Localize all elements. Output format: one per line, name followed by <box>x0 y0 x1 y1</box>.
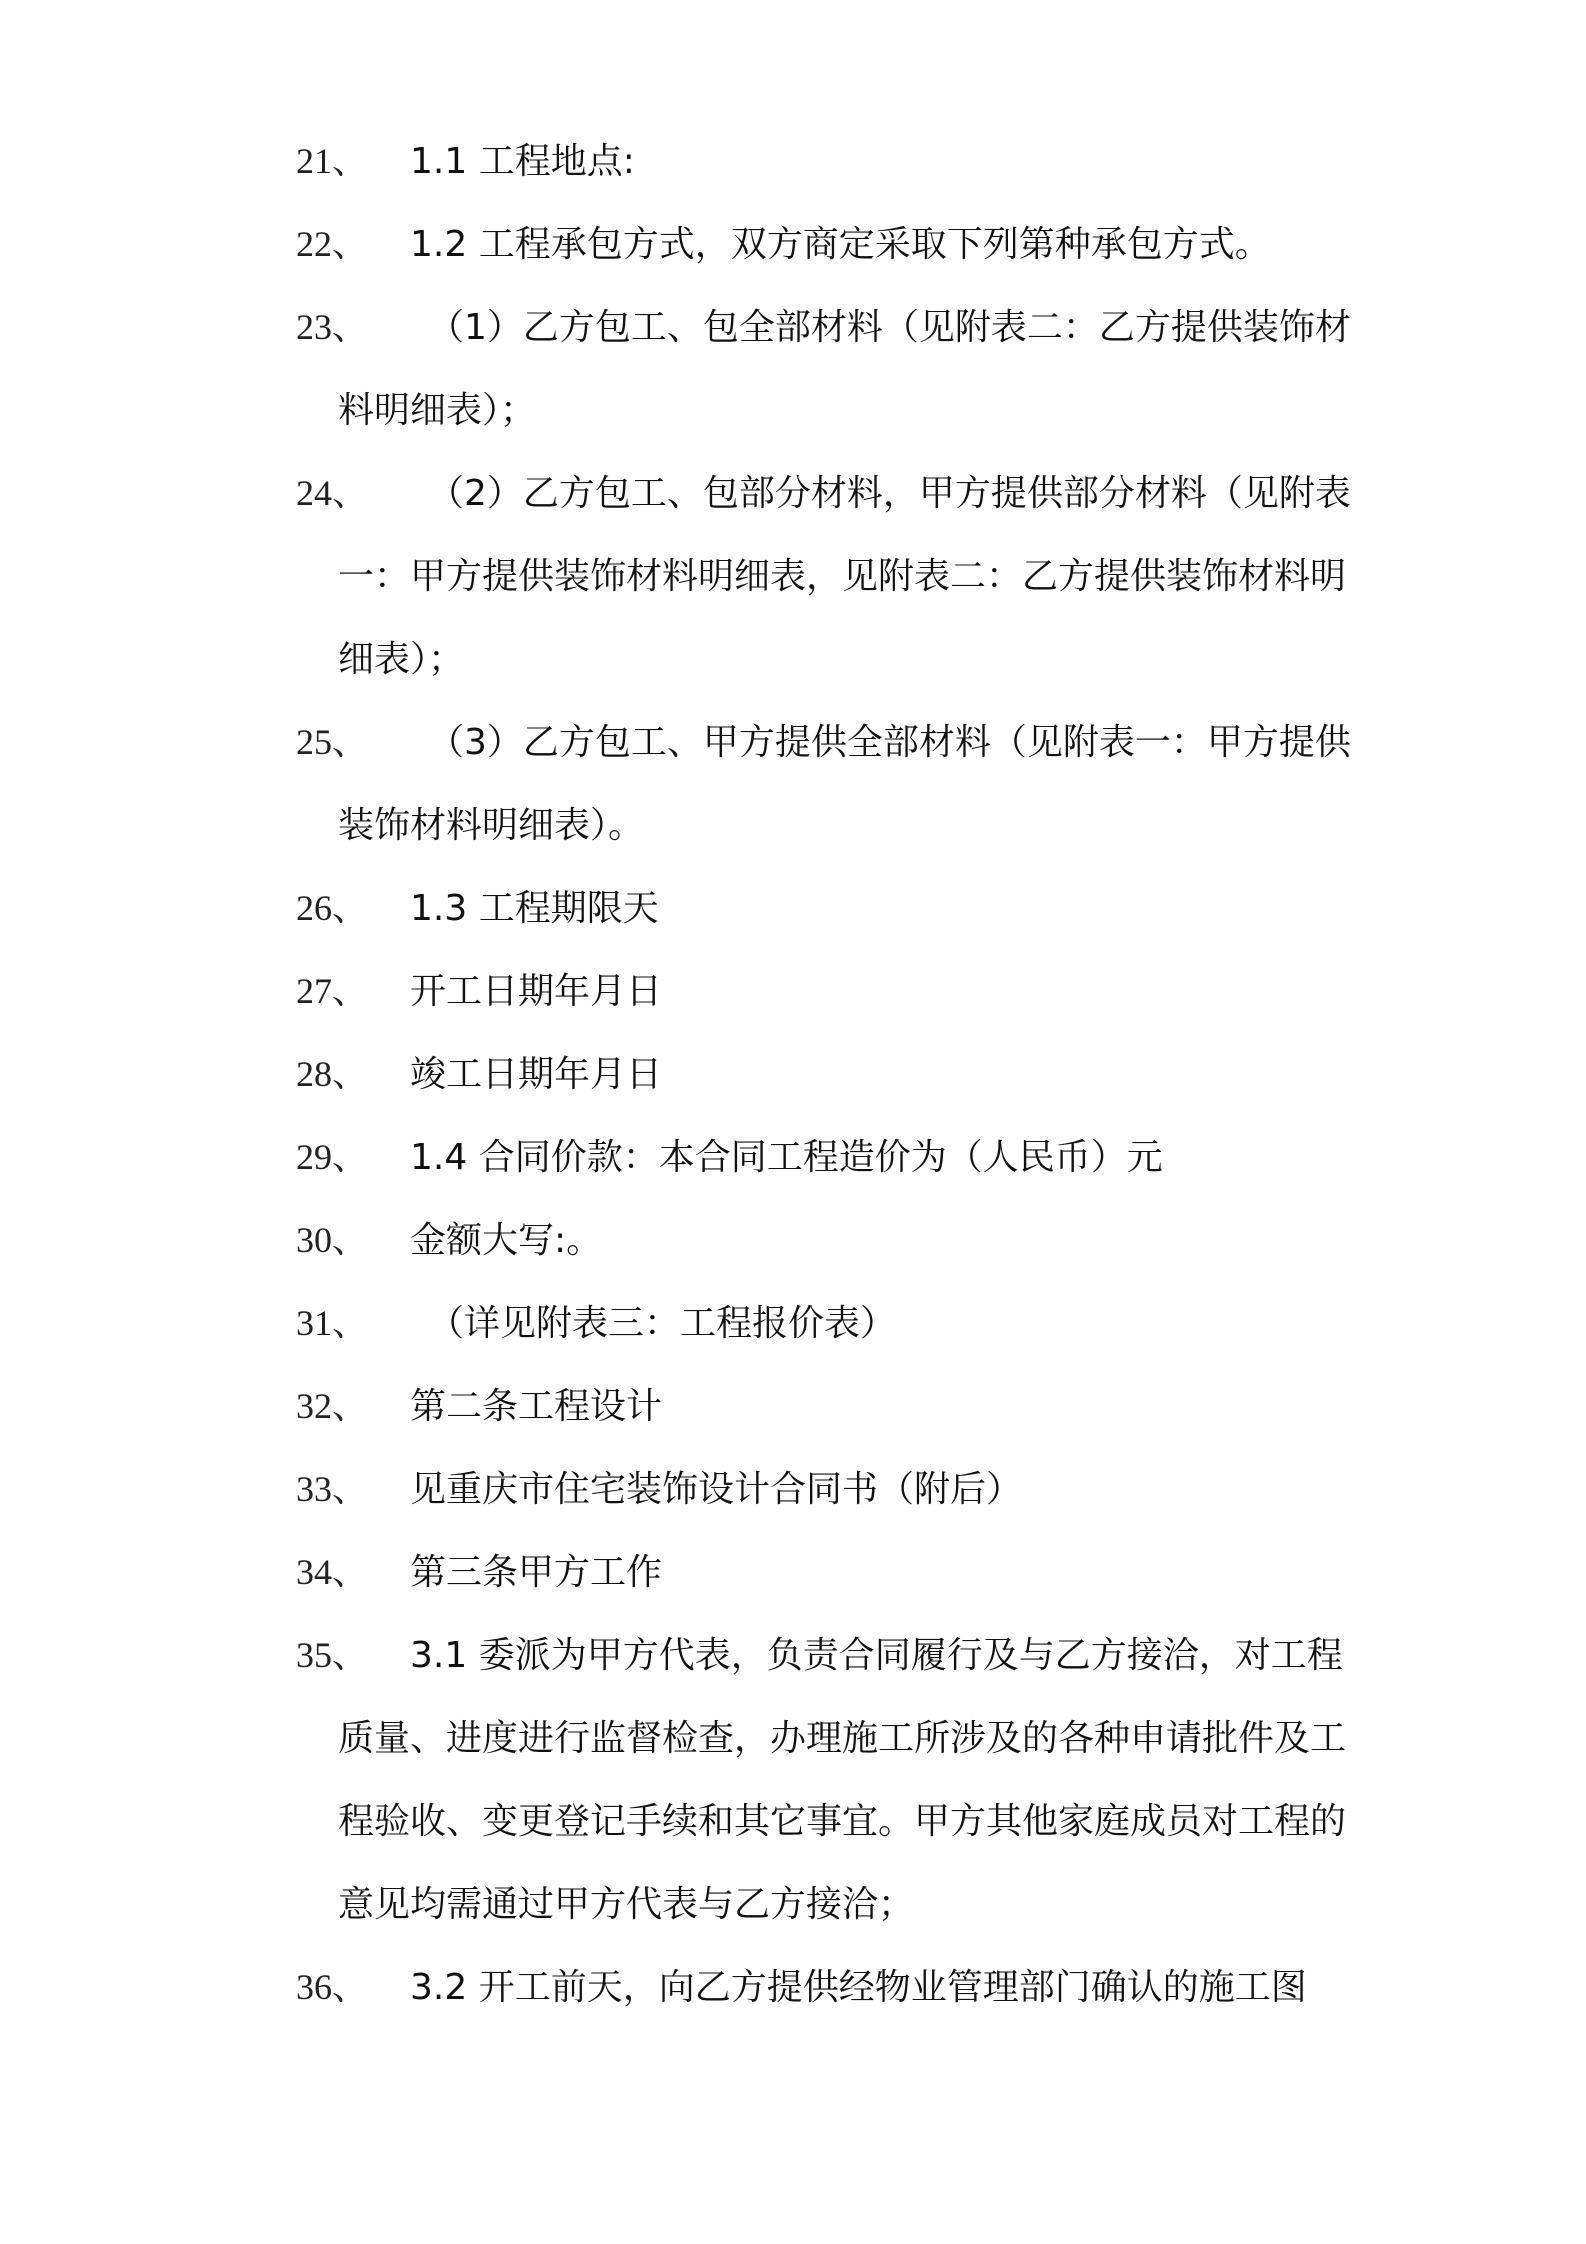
list-item <box>296 950 1356 1033</box>
list-item <box>296 1282 1356 1365</box>
list-item <box>296 1033 1356 1116</box>
item-number: 26、 <box>296 888 369 928</box>
list-item <box>296 1946 1356 2029</box>
list-item <box>296 1199 1356 1282</box>
item-text: （2）乙方包工、包部分材料，甲方提供部分材料（见附表一：甲方提供装饰材料明细表，见附表二：乙方提供装饰材料明细表）； <box>338 473 1351 680</box>
item-text: 3.2 开工前天，向乙方提供经物业管理部门确认的施工图 <box>410 1967 1307 2008</box>
item-text: 1.3 工程期限天 <box>410 888 659 929</box>
item-text: 见重庆市住宅装饰设计合同书（附后） <box>410 1469 1023 1510</box>
list-item <box>296 1531 1356 1614</box>
item-text: 第三条甲方工作 <box>410 1552 663 1593</box>
numbered-list <box>296 120 1356 2029</box>
list-item <box>296 867 1356 950</box>
item-text: 3.1 委派为甲方代表，负责合同履行及与乙方接洽，对工程质量、进度进行监督检查，办理施工所涉及的各种申请批件及工程验收、变更登记手续和其它事宜。甲方其他家庭成员对工程的意见均需通过甲方代表与乙方接洽； <box>338 1635 1347 1925</box>
item-number: 29、 <box>296 1137 369 1177</box>
item-number: 33、 <box>296 1469 369 1509</box>
item-text: （3）乙方包工、甲方提供全部材料（见附表一：甲方提供装饰材料明细表）。 <box>338 722 1351 846</box>
item-number: 21、 <box>296 141 369 181</box>
item-number: 32、 <box>296 1386 369 1426</box>
list-item <box>296 1614 1356 1946</box>
list-item <box>296 701 1356 867</box>
item-text: 金额大写:。 <box>410 1220 603 1261</box>
list-item <box>296 452 1356 701</box>
list-item <box>296 286 1356 452</box>
item-number: 22、 <box>296 224 369 264</box>
list-item <box>296 203 1356 286</box>
item-text: 开工日期年月日 <box>410 971 663 1012</box>
list-item <box>296 1365 1356 1448</box>
list-item <box>296 1448 1356 1531</box>
item-number: 31、 <box>296 1303 369 1343</box>
list-item <box>296 1116 1356 1199</box>
list-item <box>296 120 1356 203</box>
item-number: 34、 <box>296 1552 369 1592</box>
item-text: 第二条工程设计 <box>410 1386 663 1427</box>
item-number: 27、 <box>296 971 369 1011</box>
item-text: 1.4 合同价款：本合同工程造价为（人民币）元 <box>410 1137 1163 1178</box>
item-text: 1.2 工程承包方式，双方商定采取下列第种承包方式。 <box>410 224 1271 265</box>
item-number: 23、 <box>296 307 369 347</box>
item-number: 36、 <box>296 1967 369 2007</box>
item-number: 28、 <box>296 1054 369 1094</box>
item-text: （1）乙方包工、包全部材料（见附表二：乙方提供装饰材料明细表）； <box>338 307 1351 431</box>
item-number: 24、 <box>296 473 369 513</box>
item-text: 1.1 工程地点: <box>410 141 635 182</box>
item-number: 25、 <box>296 722 369 762</box>
item-text: （详见附表三：工程报价表） <box>428 1303 897 1344</box>
item-text: 竣工日期年月日 <box>410 1054 663 1095</box>
item-number: 35、 <box>296 1635 369 1675</box>
item-number: 30、 <box>296 1220 369 1260</box>
